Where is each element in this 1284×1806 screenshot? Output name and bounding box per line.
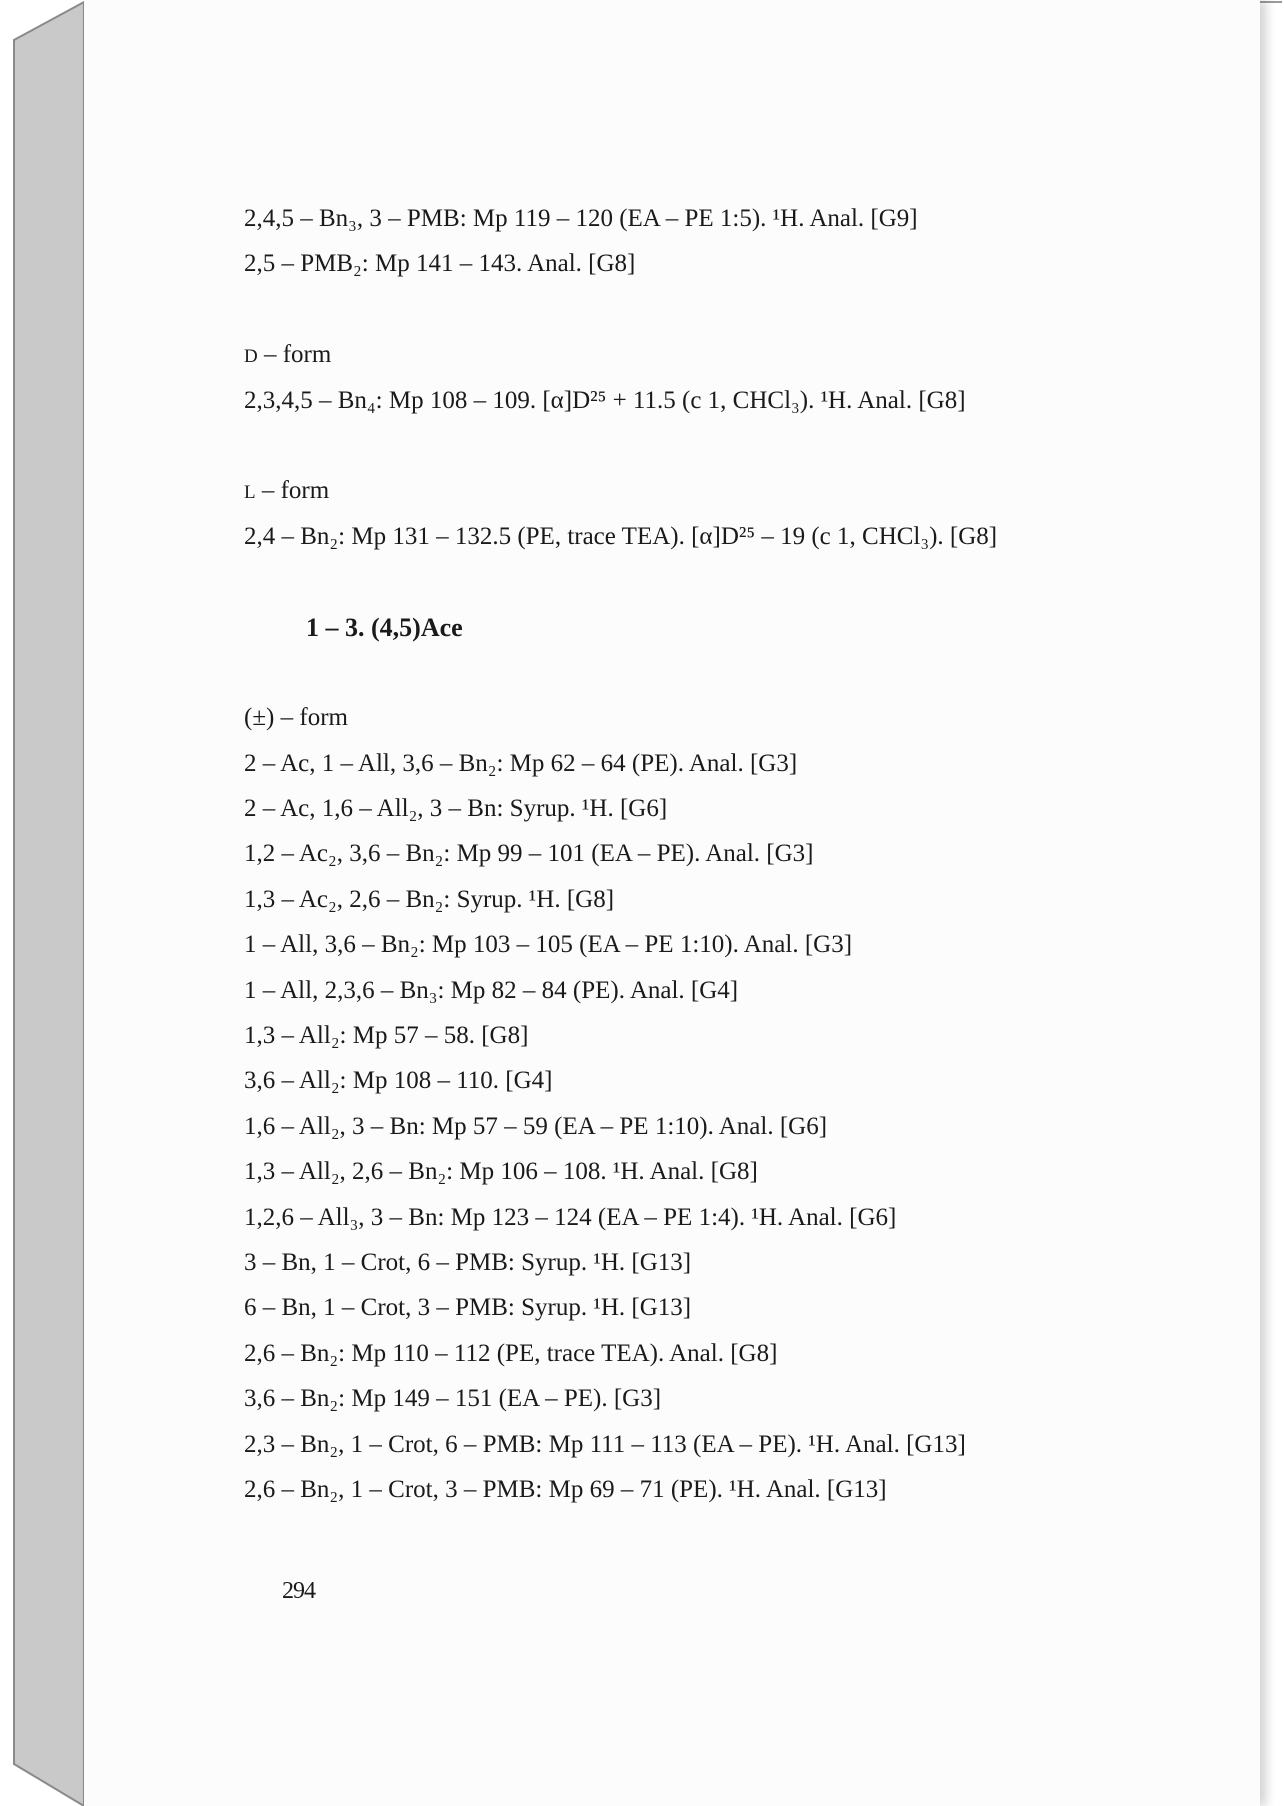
entry-line: 3,6 – All₂: Mp 108 – 110. [G4] bbox=[244, 1067, 553, 1095]
l-form-label bbox=[244, 468, 1204, 513]
blank-line bbox=[244, 423, 1204, 468]
entry-line: 2,5 – PMB₂: Mp 141 – 143. Anal. [G8] bbox=[244, 250, 636, 278]
l-form-label-text: – form bbox=[255, 477, 330, 505]
blank-line bbox=[244, 650, 1204, 695]
page-number: 294 bbox=[282, 1578, 315, 1604]
entry-line: 1,6 – All₂, 3 – Bn: Mp 57 – 59 (EA – PE 1:10). Anal. [G6] bbox=[244, 1112, 828, 1140]
book-page bbox=[84, 0, 1260, 1806]
entry-line: 1 – All, 3,6 – Bn₂: Mp 103 – 105 (EA – PE 1:10). Anal. [G3] bbox=[244, 931, 853, 959]
l-form-prefix: L bbox=[244, 482, 256, 504]
pm-form-label: (±) – form bbox=[244, 704, 348, 732]
entry-line: 3,6 – Bn₂: Mp 149 – 151 (EA – PE). [G3] bbox=[244, 1385, 662, 1413]
entry-line: 2,3 – Bn₂, 1 – Crot, 6 – PMB: Mp 111 – 113 (EA – PE). ¹H. Anal. [G13] bbox=[244, 1430, 966, 1458]
section-heading: 1 – 3. (4,5)Ace bbox=[306, 612, 463, 642]
entry-line: 2 – Ac, 1 – All, 3,6 – Bn₂: Mp 62 – 64 (PE). Anal. [G3] bbox=[244, 749, 798, 777]
entry-line: 1,3 – All₂, 2,6 – Bn₂: Mp 106 – 108. ¹H. Anal. [G8] bbox=[244, 1158, 758, 1186]
entries-block-1 bbox=[244, 196, 1204, 287]
entry-line: 1,2,6 – All₃, 3 – Bn: Mp 123 – 124 (EA – PE 1:4). ¹H. Anal. [G6] bbox=[244, 1203, 897, 1231]
d-form-label bbox=[244, 332, 1204, 377]
entry-line: 6 – Bn, 1 – Crot, 3 – PMB: Syrup. ¹H. [G13] bbox=[244, 1294, 692, 1322]
blank-line bbox=[244, 559, 1204, 604]
pm-form-entries bbox=[244, 741, 1204, 1513]
document-body bbox=[244, 196, 1204, 1512]
entry-line: 2,6 – Bn₂, 1 – Crot, 3 – PMB: Mp 69 – 71 (PE). ¹H. Anal. [G13] bbox=[244, 1475, 887, 1503]
entry-line: 1,3 – Ac₂, 2,6 – Bn₂: Syrup. ¹H. [G8] bbox=[244, 885, 615, 913]
d-form-label-text: – form bbox=[257, 341, 332, 369]
entry-line: 2,4,5 – Bn₃, 3 – PMB: Mp 119 – 120 (EA – PE 1:5). ¹H. Anal. [G9] bbox=[244, 205, 918, 232]
entry-line: 1,3 – All₂: Mp 57 – 58. [G8] bbox=[244, 1022, 529, 1050]
entry-line: 1,2 – Ac₂, 3,6 – Bn₂: Mp 99 – 101 (EA – PE). Anal. [G3] bbox=[244, 840, 814, 868]
d-form-prefix: D bbox=[244, 346, 258, 368]
entry-line: 1 – All, 2,3,6 – Bn₃: Mp 82 – 84 (PE). Anal. [G4] bbox=[244, 976, 739, 1004]
book-spine-face bbox=[14, 2, 84, 1806]
entry-line: 2,6 – Bn₂: Mp 110 – 112 (PE, trace TEA). Anal. [G8] bbox=[244, 1339, 778, 1367]
entry-line: 2 – Ac, 1,6 – All₂, 3 – Bn: Syrup. ¹H. [G6] bbox=[244, 795, 668, 823]
entry-line: 3 – Bn, 1 – Crot, 6 – PMB: Syrup. ¹H. [G13] bbox=[244, 1248, 692, 1276]
blank-line bbox=[244, 287, 1204, 332]
d-form-entry: 2,3,4,5 – Bn₄: Mp 108 – 109. [α]D²⁵ + 11.5 (c 1, CHCl₃). ¹H. Anal. [G8] bbox=[244, 386, 966, 414]
l-form-entry: 2,4 – Bn₂: Mp 131 – 132.5 (PE, trace TEA). [α]D²⁵ – 19 (c 1, CHCl₃). [G8] bbox=[244, 522, 998, 550]
